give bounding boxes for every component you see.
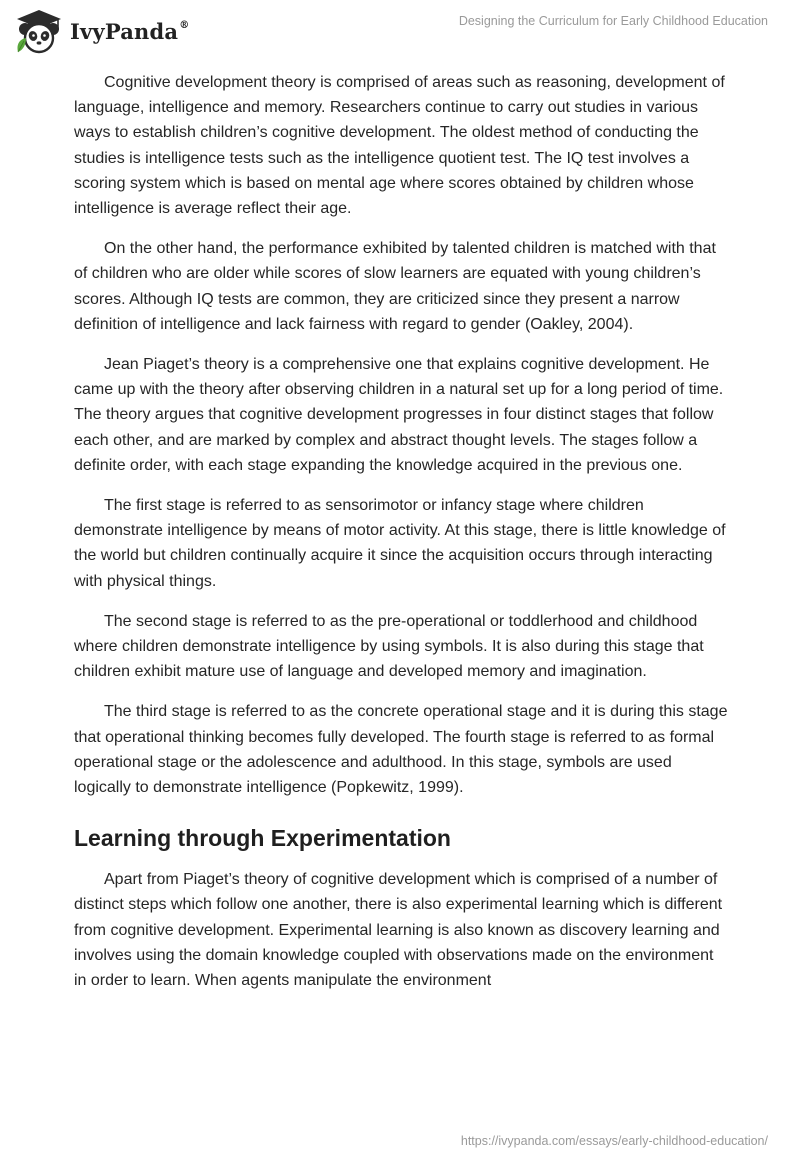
paragraph: The first stage is referred to as sensorimotor or infancy stage where children demonstrate intelligence by means of motor activity. At this stage, there is little knowledge of the world but children continually acquire it since the acquisition occurs through interacting with physical things. xyxy=(74,497,726,590)
essay-content xyxy=(74,70,729,1008)
ivypanda-logo[interactable] xyxy=(14,8,189,54)
paragraph: Cognitive development theory is comprised of areas such as reasoning, development of language, intelligence and memory. Researchers continue to carry out studies in various ways to establish children’s cognitive development. The oldest method of conducting the studies is intelligence tests such as the intelligence quotient test. The IQ test involves a scoring system which is based on mental age where scores obtained by children whose intelligence is average reflect their age. xyxy=(74,74,725,218)
registered-mark: ® xyxy=(179,19,190,31)
page-header xyxy=(0,0,800,64)
section-heading: Learning through Experimentation xyxy=(74,825,451,852)
paragraph: Apart from Piaget’s theory of cognitive development which is comprised of a number of distinct steps which follow one another, there is also experimental learning which is different from cognitive development. Experimental learning is also known as discovery learning and involves using the domain knowledge coupled with observations made on the environment in order to learn. When agents manipulate the environment xyxy=(74,871,723,990)
logo-text: IvyPanda xyxy=(70,18,179,44)
paragraph: The second stage is referred to as the pre-operational or toddlerhood and childhood where children demonstrate intelligence by using symbols. It is also during this stage that children exhibit mature use of language and developed memory and imagination. xyxy=(74,612,704,681)
source-url[interactable]: https://ivypanda.com/essays/early-childhood-education/ xyxy=(460,1134,768,1148)
logo-wordmark xyxy=(70,19,189,44)
paragraph: On the other hand, the performance exhibited by talented children is matched with that of children who are older while scores of slow learners are equated with young children’s scores. Although IQ tests are common, they are criticized since they present a narrow definition of intelligence and lack fairness with regard to gender (Oakley, 2004). xyxy=(74,240,716,333)
panda-graduate-icon xyxy=(14,8,64,54)
paragraph: The third stage is referred to as the concrete operational stage and it is during this stage that operational thinking becomes fully developed. The fourth stage is referred to as formal operational stage or the adolescence and adulthood. In this stage, symbols are used logically to demonstrate intelligence (Popkewitz, 1999). xyxy=(74,703,728,797)
document-title: Designing the Curriculum for Early Childhood Education xyxy=(458,14,768,28)
paragraph: Jean Piaget’s theory is a comprehensive one that explains cognitive development. He came up with the theory after observing children in a natural set up for a long period of time. The theory argues that cognitive development progresses in four distinct stages that follow each other, and are marked by complex and abstract thought levels. The stages follow a definite order, with each stage expanding the knowledge acquired in the previous one. xyxy=(74,356,724,474)
